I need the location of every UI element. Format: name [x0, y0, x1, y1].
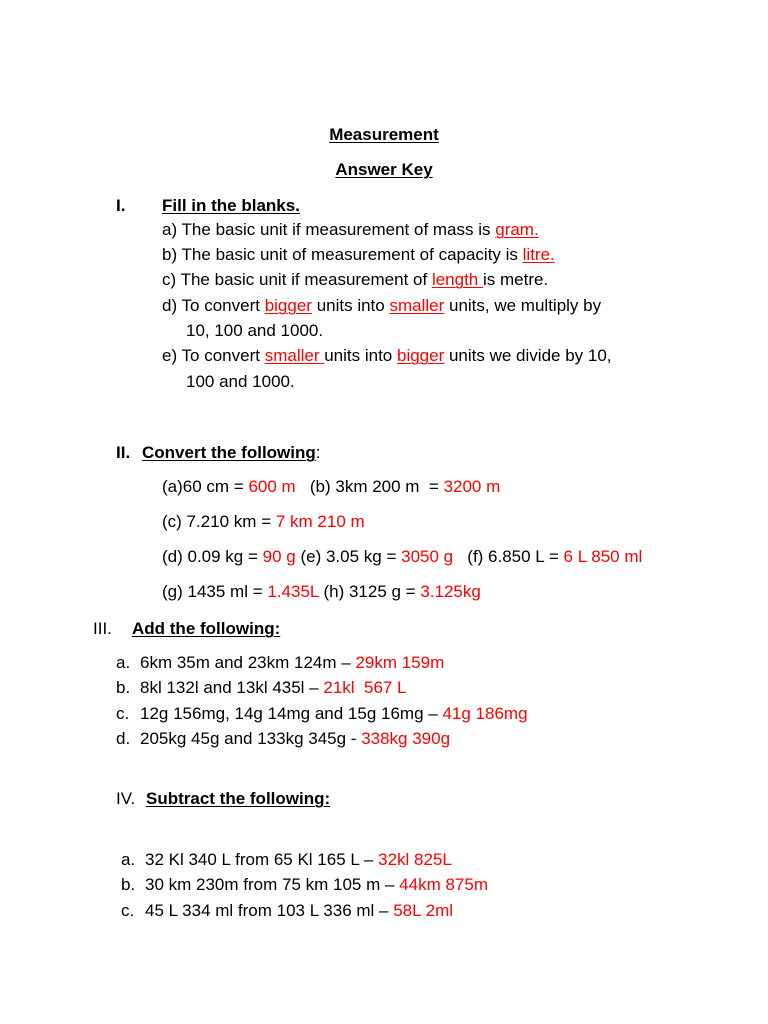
item-marker: a. — [121, 850, 136, 869]
convert-line-1 — [162, 477, 500, 497]
answer: litre. — [522, 245, 555, 264]
answer: 32kl 825L — [378, 850, 452, 869]
answer: 6 L 850 ml — [563, 547, 643, 566]
add-item-c-text — [140, 704, 528, 724]
item-text: units, we multiply by — [444, 296, 602, 315]
answer: 58L 2ml — [393, 901, 454, 920]
subtract-item-b — [121, 875, 135, 895]
subtract-item-a — [121, 850, 135, 870]
question: 205kg 45g and 133kg 345g - — [140, 729, 362, 748]
question: (h) 3125 g = — [318, 582, 421, 601]
add-item-d — [116, 729, 130, 749]
item-text: units into — [324, 346, 397, 365]
item-text: The basic unit if measurement of mass is — [181, 220, 496, 239]
item-marker: e) — [162, 346, 178, 365]
section-1-number: I. — [116, 196, 126, 215]
subtract-item-b-text — [145, 875, 488, 895]
answer: 21kl 567 L — [323, 678, 407, 697]
question: (c) 7.210 km = — [162, 512, 276, 531]
add-item-a — [116, 653, 130, 673]
section-2-heading-line — [142, 443, 321, 463]
answer: 600 m — [248, 477, 296, 496]
add-item-a-text — [140, 653, 444, 673]
item-text: The basic unit of measurement of capacity is — [181, 245, 523, 264]
fill-item-c — [162, 270, 548, 290]
add-item-b-text — [140, 678, 407, 698]
answer: 3200 m — [443, 477, 501, 496]
section-3-heading: Add the following: — [132, 619, 281, 638]
fill-item-e-continued: 100 and 1000. — [186, 372, 295, 391]
answer: 41g 186mg — [442, 704, 528, 723]
fill-item-d — [162, 296, 601, 316]
question: 45 L 334 ml from 103 L 336 ml – — [145, 901, 394, 920]
question: (d) 0.09 kg = — [162, 547, 263, 566]
item-marker: b) — [162, 245, 178, 264]
answer: 29km 159m — [355, 653, 445, 672]
question: 32 Kl 340 L from 65 Kl 165 L – — [145, 850, 379, 869]
question: (f) 6.850 L = — [453, 547, 564, 566]
convert-line-4 — [162, 582, 481, 602]
section-2-colon: : — [315, 443, 321, 462]
item-text: The basic unit if measurement of — [180, 270, 432, 289]
question: 8kl 132l and 13kl 435l – — [140, 678, 324, 697]
subtract-item-c-text — [145, 901, 453, 921]
fill-item-a — [162, 220, 539, 240]
question: (a)60 cm = — [162, 477, 249, 496]
answer: length — [431, 270, 483, 289]
convert-line-3 — [162, 547, 642, 567]
item-marker: a) — [162, 220, 178, 239]
answer: 338kg 390g — [361, 729, 451, 748]
item-marker: a. — [116, 653, 131, 672]
question: (b) 3km 200 m = — [295, 477, 444, 496]
answer: 3050 g — [401, 547, 454, 566]
item-marker: b. — [121, 875, 136, 894]
answer: smaller — [264, 346, 325, 365]
item-text: To convert — [181, 296, 265, 315]
question: 30 km 230m from 75 km 105 m – — [145, 875, 400, 894]
convert-line-2 — [162, 512, 365, 532]
answer: 7 km 210 m — [275, 512, 365, 531]
answer: smaller — [389, 296, 445, 315]
item-marker: d. — [116, 729, 131, 748]
fill-item-d-continued: 10, 100 and 1000. — [186, 321, 324, 340]
add-item-d-text — [140, 729, 450, 749]
add-item-b — [116, 678, 130, 698]
item-marker: c. — [116, 704, 130, 723]
item-text: To convert — [181, 346, 265, 365]
item-text: is metre. — [482, 270, 549, 289]
answer: 90 g — [262, 547, 296, 566]
answer: gram. — [495, 220, 539, 239]
answer: bigger — [396, 346, 445, 365]
answer: 3.125kg — [420, 582, 481, 601]
subtract-item-c — [121, 901, 134, 921]
add-item-c — [116, 704, 129, 724]
answer: 44km 875m — [399, 875, 488, 894]
subtract-item-a-text — [145, 850, 452, 870]
fill-item-b — [162, 245, 555, 265]
section-3-number: III. — [93, 619, 112, 638]
question: (g) 1435 ml = — [162, 582, 268, 601]
question: 6km 35m and 23km 124m – — [140, 653, 356, 672]
section-4-heading: Subtract the following: — [146, 789, 331, 808]
answer: bigger — [264, 296, 312, 315]
section-2-heading: Convert the following — [142, 443, 316, 462]
item-text: units into — [311, 296, 390, 315]
section-1-heading: Fill in the blanks. — [162, 196, 300, 215]
fill-item-e — [162, 346, 612, 366]
section-2-number: II. — [116, 443, 131, 462]
item-marker: c. — [121, 901, 135, 920]
question: 12g 156mg, 14g 14mg and 15g 16mg – — [140, 704, 443, 723]
question: (e) 3.05 kg = — [295, 547, 402, 566]
page-title: Measurement — [329, 125, 439, 144]
page-subtitle: Answer Key — [335, 160, 433, 179]
item-marker: d) — [162, 296, 178, 315]
section-4-number: IV. — [116, 789, 136, 808]
item-marker: b. — [116, 678, 131, 697]
item-text: units we divide by 10, — [444, 346, 612, 365]
item-marker: c) — [162, 270, 177, 289]
answer: 1.435L — [267, 582, 319, 601]
